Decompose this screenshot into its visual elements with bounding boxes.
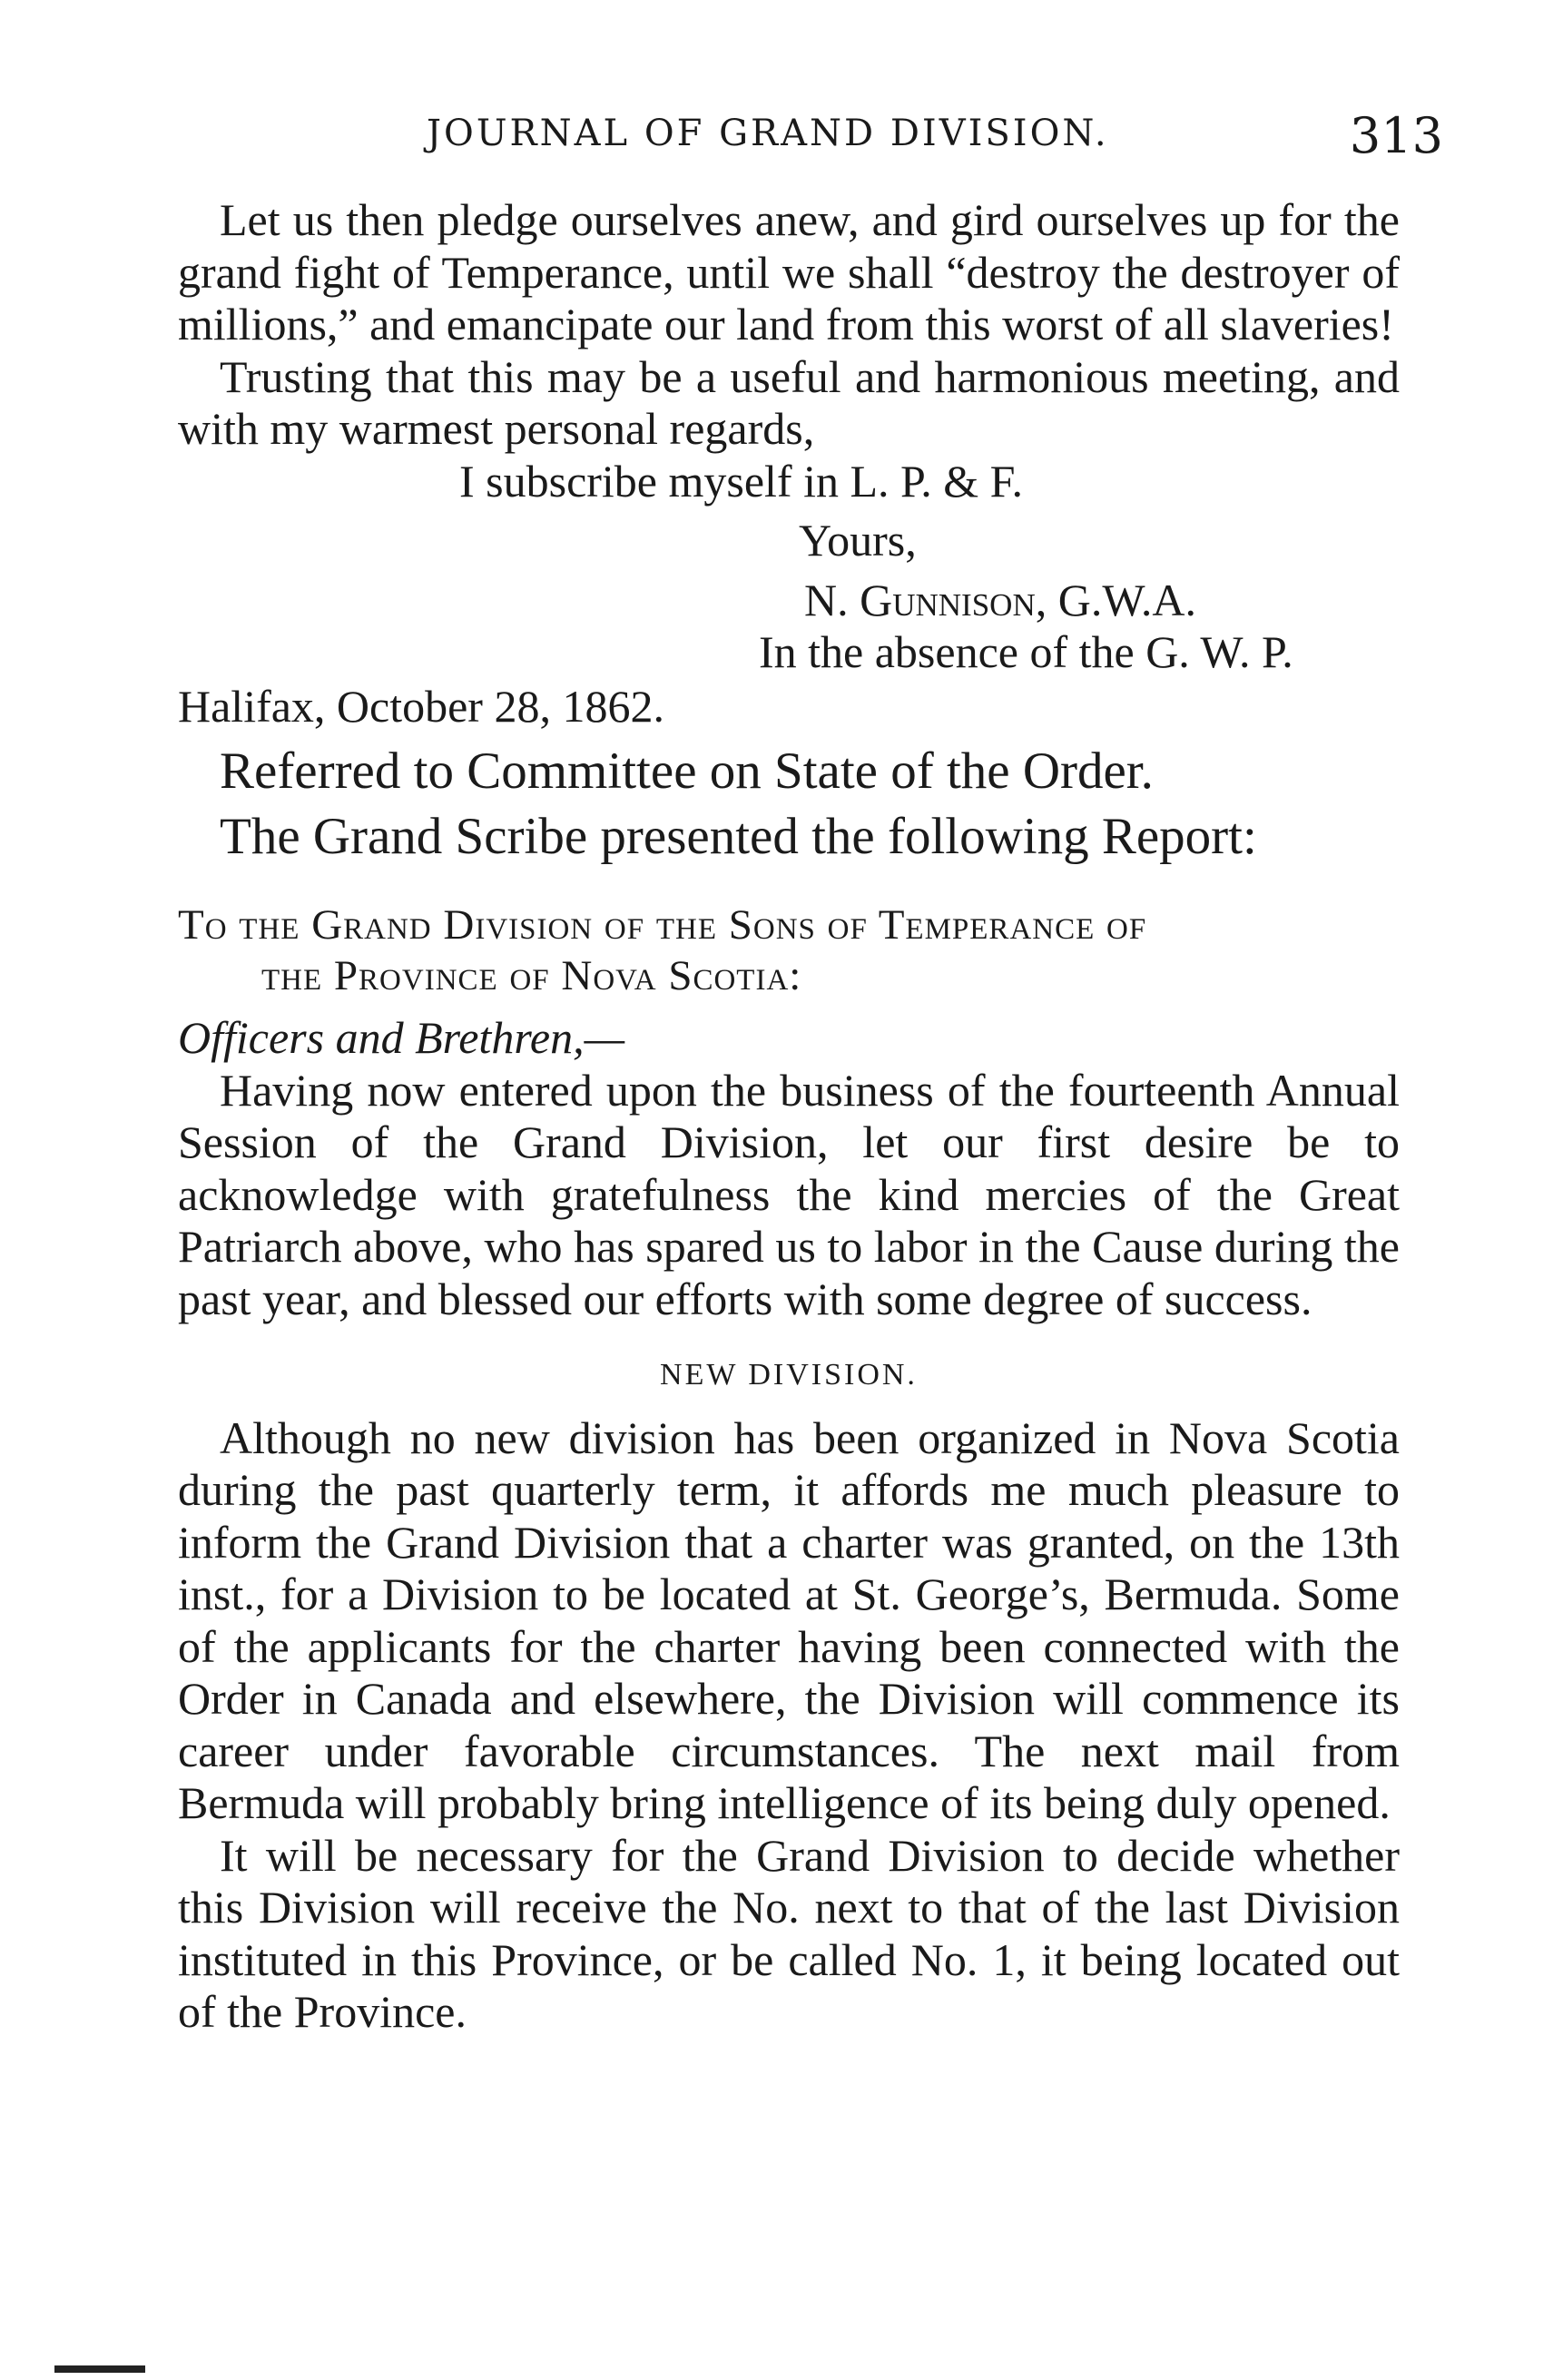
signature-capacity: In the absence of the G. W. P. [759, 626, 1293, 677]
page-header [427, 107, 1443, 171]
section-paragraph: Although no new division has been organized in Nova Scotia during the past quarterly term, it affords me much pleasure to inform the Grand Division that a charter was granted, on the 13th inst., for a Division to be located at St. George’s, Bermuda. Some of the applicants for the charter having been connected with the Order in Canada and elsewhere, the Division will commence its career under favorable circumstances. The next mail from Bermuda will probably bring intelligence of its being duly opened. [178, 1411, 1400, 1828]
letter-signature [178, 456, 1400, 733]
page-number: 313 [1349, 107, 1443, 164]
signature-yours: Yours, [799, 515, 917, 565]
letter-paragraph: Let us then pledge ourselves anew, and gird ourselves up for the grand fight of Temperance, until we shall “destroy the destroyer of millions,” and emancipate our land from this worst of all slaveries! [178, 194, 1400, 349]
referral-note: Referred to Committee on State of the Order. [220, 743, 1154, 800]
addressee-line: To the Grand Division of the Sons of Temperance of [178, 901, 1147, 949]
addressee-line: the Province of Nova Scotia: [261, 952, 802, 999]
signature-place-date: Halifax, October 28, 1862. [178, 680, 664, 732]
letter-paragraph: Trusting that this may be a useful and harmonious meeting, and with my warmest personal regards, [178, 350, 1400, 454]
signature-closing: I subscribe myself in L. P. & F. [459, 455, 1023, 506]
page-body [178, 194, 1400, 2039]
section-heading: NEW DIVISION. [660, 1358, 918, 1392]
section-paragraph: It will be necessary for the Grand Division to decide whether this Division will receive the No. next to that of the last Division instituted in this Province, or be called No. 1, it being located out of the Province. [178, 1829, 1400, 2037]
report-paragraph: Having now entered upon the business of the fourteenth Annual Session of the Grand Division, let our first desire be to acknowledge with gratefulness the kind mercies of the Great Patriarch above, who has spared us to labor in the Cause during the past year, and blessed our efforts with some degree of success. [178, 1064, 1400, 1324]
scan-mark [54, 2365, 145, 2373]
report-salutation: Officers and Brethren,— [178, 1012, 625, 1063]
running-title: JOURNAL OF GRAND DIVISION. [427, 113, 1109, 154]
report-intro: The Grand Scribe presented the following Report: [220, 808, 1257, 865]
signature-name: N. Gunnison, G.W.A. [804, 574, 1197, 625]
report-addressee [178, 900, 1400, 1001]
